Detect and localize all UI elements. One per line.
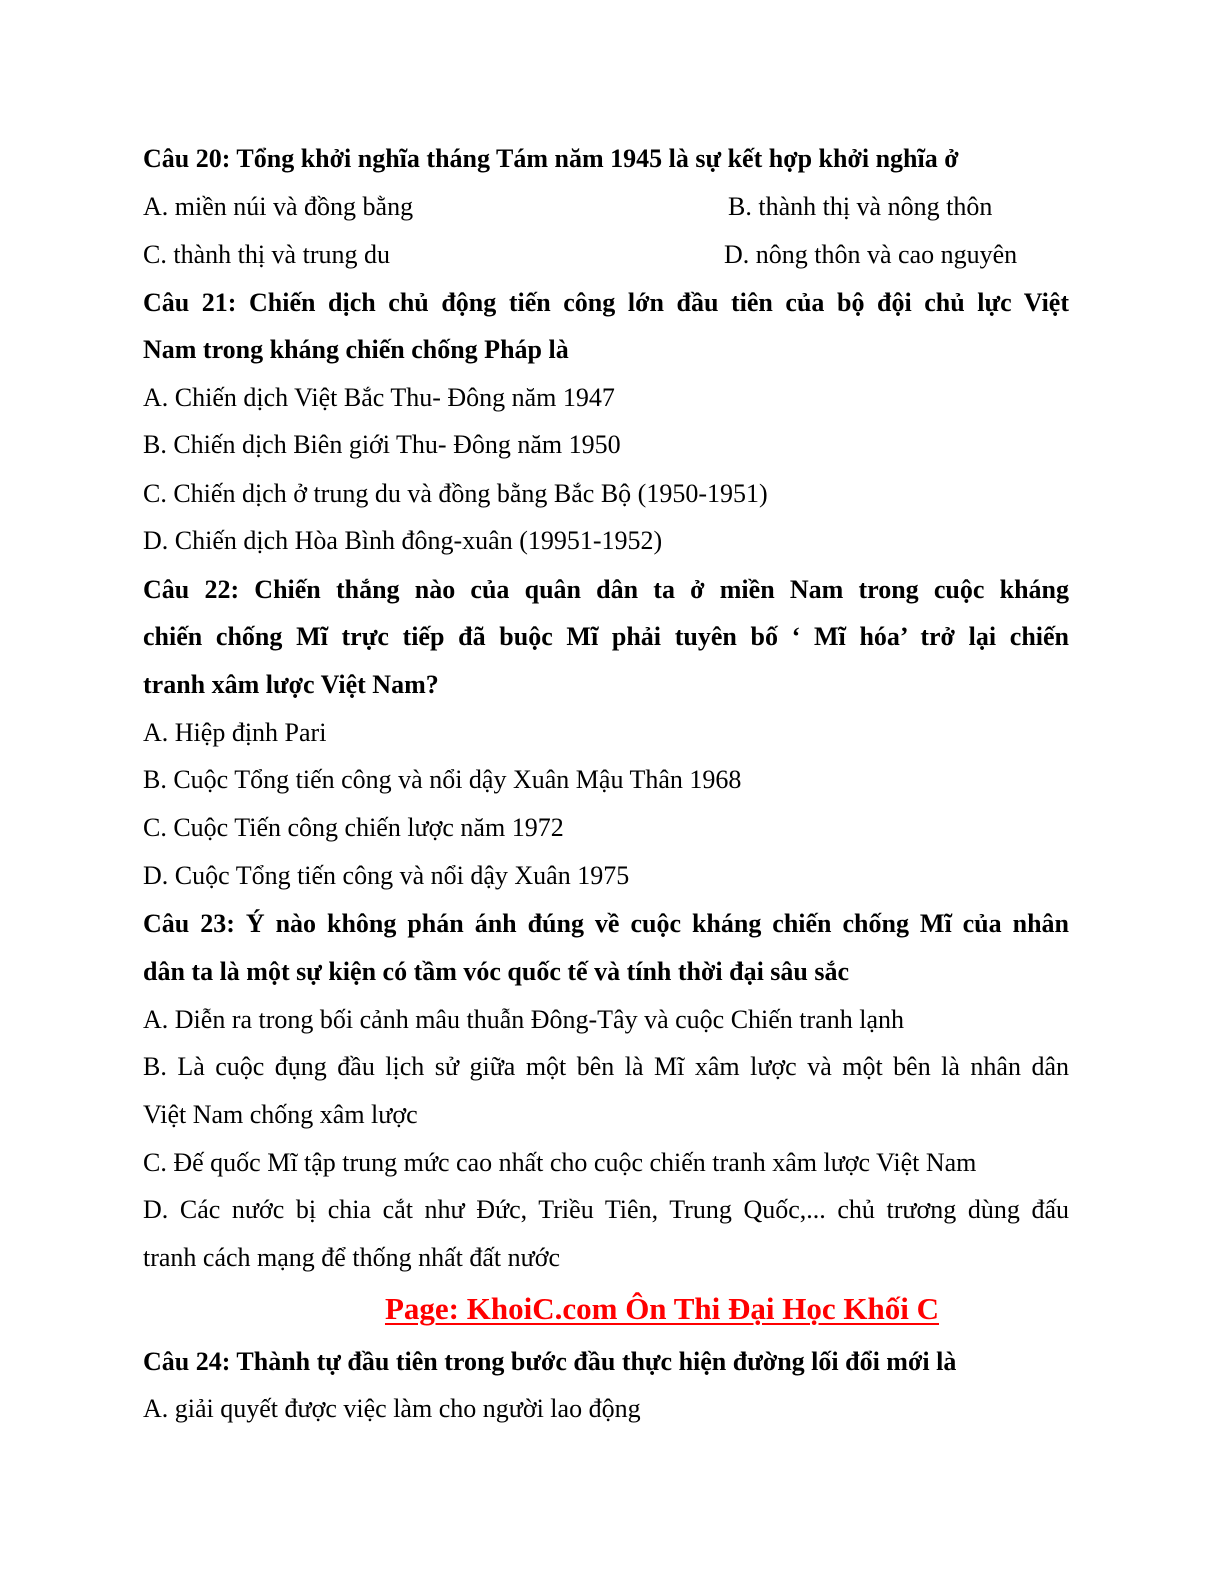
question-23-stem-line-1: Câu 23: Ý nào không phán ánh đúng về cuộc kháng chiến chống Mĩ của nhân [143, 909, 1069, 938]
question-20-option-c: C. thành thị và trung du [143, 240, 390, 269]
question-23-option-c: C. Đế quốc Mĩ tập trung mức cao nhất cho cuộc chiến tranh xâm lược Việt Nam [143, 1148, 977, 1177]
question-24-stem: Câu 24: Thành tự đầu tiên trong bước đầu thực hiện đường lối đổi mới là [143, 1347, 957, 1376]
page-link[interactable]: Page: KhoiC.com Ôn Thi Đại Học Khối C [384, 1291, 939, 1326]
question-20-stem: Câu 20: Tổng khởi nghĩa tháng Tám năm 1945 là sự kết hợp khởi nghĩa ở [143, 144, 959, 173]
question-23-stem-line-2: dân ta là một sự kiện có tầm vóc quốc tế và tính thời đại sâu sắc [143, 957, 850, 986]
question-22-stem-line-2: chiến chống Mĩ trực tiếp đã buộc Mĩ phải tuyên bố ‘ Mĩ hóa’ trở lại chiến [143, 622, 1069, 651]
question-23-option-d-line-1: D. Các nước bị chia cắt như Đức, Triều Tiên, Trung Quốc,... chủ trương dùng đấu [143, 1195, 1069, 1224]
question-20-option-d: D. nông thôn và cao nguyên [724, 240, 1018, 269]
question-23-option-b-line-2: Việt Nam chống xâm lược [143, 1100, 418, 1129]
question-21-option-d: D. Chiến dịch Hòa Bình đông-xuân (19951-1952) [143, 526, 663, 555]
question-21-option-a: A. Chiến dịch Việt Bắc Thu- Đông năm 1947 [143, 383, 615, 412]
question-20-option-a: A. miền núi và đồng bằng [143, 192, 414, 221]
question-24-option-a: A. giải quyết được việc làm cho người lao động [143, 1394, 641, 1423]
question-22-stem-line-3: tranh xâm lược Việt Nam? [143, 670, 439, 699]
question-22-option-b: B. Cuộc Tổng tiến công và nổi dậy Xuân Mậu Thân 1968 [143, 765, 742, 794]
question-22-option-d: D. Cuộc Tổng tiến công và nổi dậy Xuân 1975 [143, 861, 630, 890]
question-23-option-d-line-2: tranh cách mạng để thống nhất đất nước [143, 1243, 560, 1272]
question-23-option-a: A. Diễn ra trong bối cảnh mâu thuẫn Đông-Tây và cuộc Chiến tranh lạnh [143, 1005, 904, 1034]
question-22-stem-line-1: Câu 22: Chiến thắng nào của quân dân ta ở miền Nam trong cuộc kháng [143, 575, 1069, 604]
question-21-stem-line-1: Câu 21: Chiến dịch chủ động tiến công lớn đầu tiên của bộ đội chủ lực Việt [143, 288, 1069, 317]
question-21-option-c: C. Chiến dịch ở trung du và đồng bằng Bắc Bộ (1950-1951) [143, 479, 768, 508]
question-20-option-b: B. thành thị và nông thôn [728, 192, 993, 221]
question-22-option-c: C. Cuộc Tiến công chiến lược năm 1972 [143, 813, 564, 842]
question-22-option-a: A. Hiệp định Pari [143, 718, 327, 747]
question-23-option-b-line-1: B. Là cuộc đụng đầu lịch sử giữa một bên là Mĩ xâm lược và một bên là nhân dân [143, 1052, 1069, 1081]
question-21-option-b: B. Chiến dịch Biên giới Thu- Đông năm 1950 [143, 430, 621, 459]
question-21-stem-line-2: Nam trong kháng chiến chống Pháp là [143, 335, 569, 364]
